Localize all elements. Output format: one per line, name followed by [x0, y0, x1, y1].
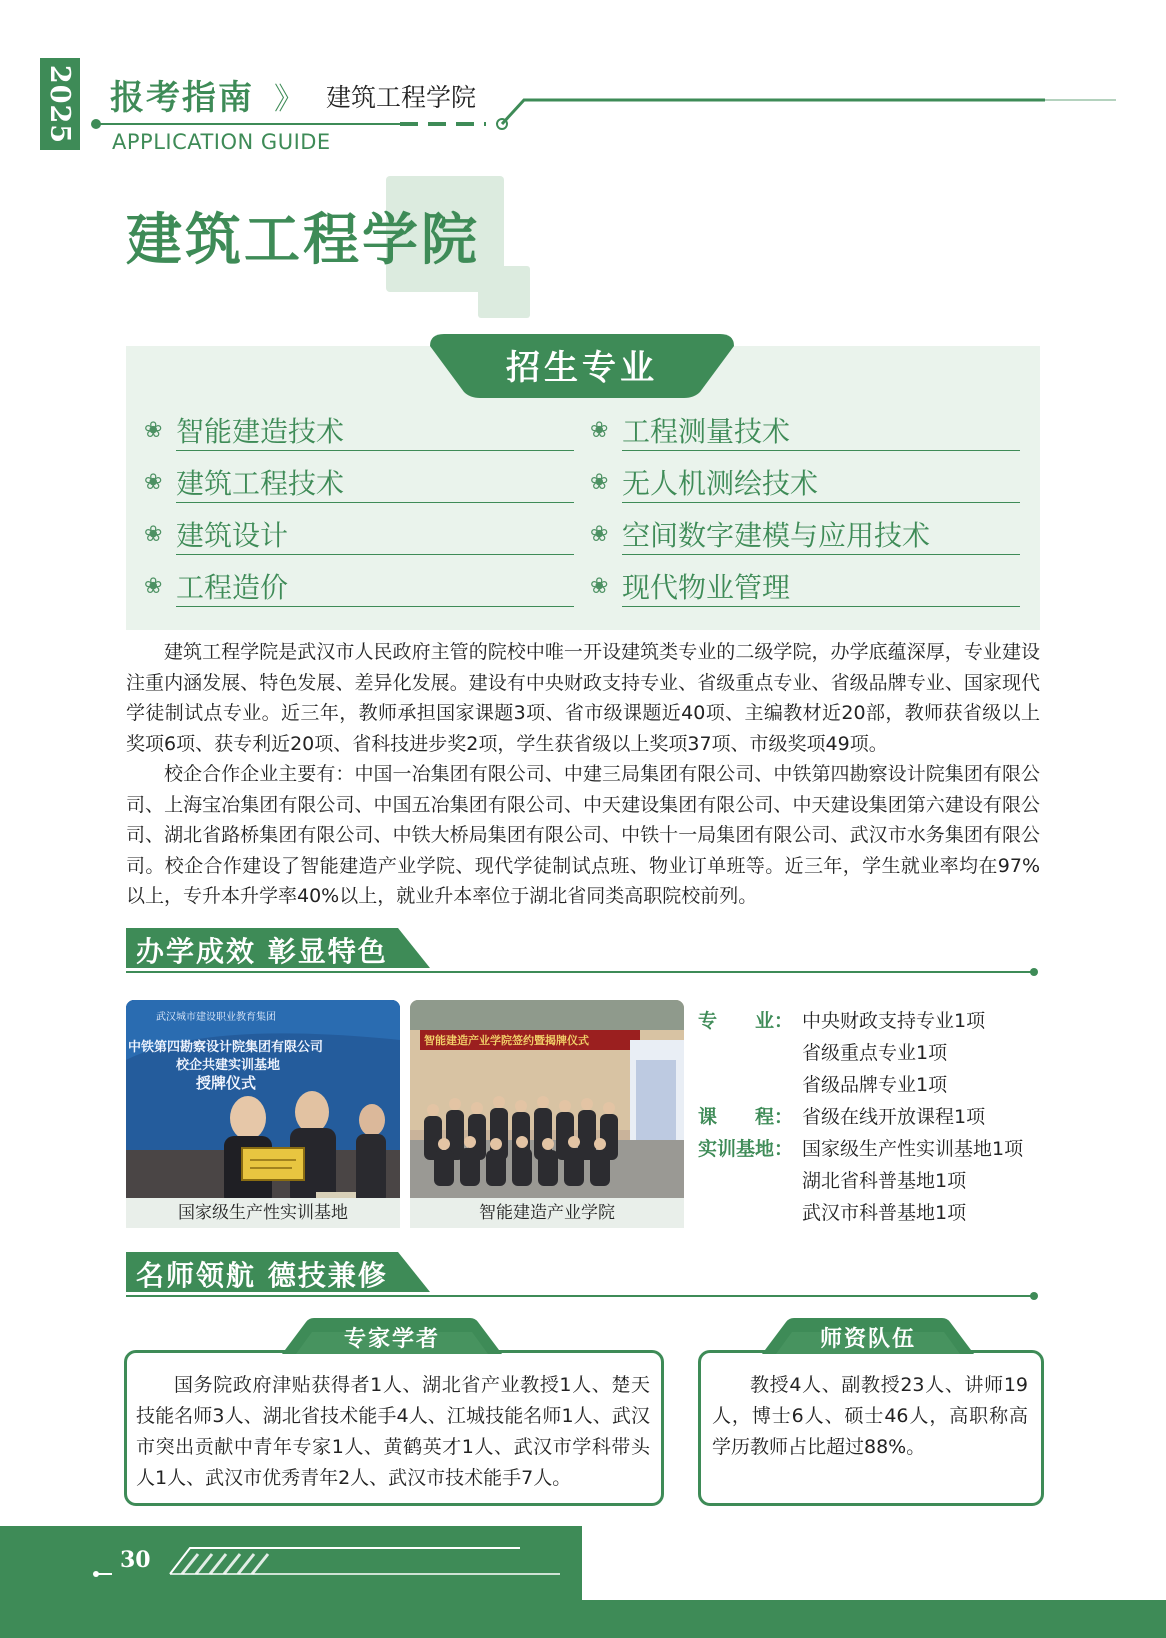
major-item — [144, 566, 574, 607]
faculty-text: 教授4人、副教授23人、讲师19人，博士6人、硕士46人，高职称高学历教师占比超过88%。 — [712, 1374, 1028, 1458]
flower-bullet-icon: ❀ — [590, 417, 609, 443]
banner-line-3: 授牌仪式 — [196, 1074, 257, 1092]
achievement-item: 武汉市科普基地1项 — [802, 1202, 967, 1224]
chevron-right-icon: 》 — [274, 82, 290, 117]
partners-paragraph: 校企合作企业主要有：中国一冶集团有限公司、中建三局集团有限公司、中铁第四勘察设计院集团有限公司、上海宝冶集团有限公司、中国五冶集团有限公司、中天建设集团有限公司、中天建设集团第六建设有限公司、湖北省路桥集团有限公司、中铁大桥局集团有限公司、中铁十一局集团有限公司、武汉市水务集团有限公司。校企合作建设了智能建造产业学院、现代学徒制试点班、物业订单班等。近三年，学生就业率均在97%以上，专升本升学率40%以上，就业升本率位于湖北省同类高职院校前列。 — [126, 763, 1040, 907]
ceremony-scene — [126, 1000, 400, 1228]
title-decoration-small — [478, 266, 530, 318]
major-item — [144, 410, 574, 451]
photo-caption: 国家级生产性实训基地 — [126, 1198, 400, 1228]
flower-bullet-icon: ❀ — [590, 521, 609, 547]
banner-line-2: 校企共建实训基地 — [176, 1058, 281, 1073]
guide-title: 报考指南 — [110, 78, 254, 118]
major-item — [590, 514, 1020, 555]
teachers-heading: 名师领航 德技兼修 — [136, 1259, 388, 1292]
major-item — [144, 462, 574, 503]
footer-band-right — [582, 1600, 1166, 1638]
intro-paragraph: 建筑工程学院是武汉市人民政府主管的院校中唯一开设建筑类专业的二级学院，办学底蕴深厚，专业建设注重内涵发展、特色发展、差异化发展。建设有中央财政支持专业、省级重点专业、省级品牌专业、国家现代学徒制试点专业。近三年，教师承担国家课题3项、省市级课题近40项、主编教材近20部，教师获省级以上奖项6项、获专利近20项、省科技进步奖2项，学生获省级以上奖项37项、市级奖项49项。 — [126, 641, 1040, 755]
results-heading: 办学成效 彰显特色 — [136, 935, 388, 968]
college-title: 建筑工程学院 — [126, 208, 480, 273]
flower-bullet-icon: ❀ — [144, 573, 163, 599]
banner-top-text: 智能建造产业学院签约暨揭牌仪式 — [424, 1034, 589, 1047]
achievement-item: 省级重点专业1项 — [802, 1042, 948, 1064]
year-label: 2025 — [44, 64, 76, 144]
achievement-item: 国家级生产性实训基地1项 — [802, 1138, 1024, 1160]
major-name: 智能建造技术 — [176, 415, 345, 448]
flower-bullet-icon: ❀ — [144, 417, 163, 443]
major-name: 建筑工程技术 — [176, 467, 345, 500]
flower-bullet-icon: ❀ — [144, 469, 163, 495]
achievement-label-course: 课 程： — [698, 1106, 794, 1128]
achievement-item: 中央财政支持专业1项 — [802, 1010, 986, 1032]
photo-industry-college — [410, 1000, 684, 1228]
majors-heading: 招生专业 — [506, 348, 658, 388]
achievement-label-major: 专 业： — [698, 1010, 794, 1032]
achievement-item: 湖北省科普基地1项 — [802, 1170, 967, 1192]
achievement-label-training-base: 实训基地： — [698, 1138, 794, 1160]
major-item — [144, 514, 574, 555]
header-lines — [0, 0, 1166, 160]
major-item — [590, 410, 1020, 451]
photo-caption: 智能建造产业学院 — [410, 1198, 684, 1228]
flower-bullet-icon: ❀ — [590, 469, 609, 495]
achievement-item: 省级品牌专业1项 — [802, 1074, 948, 1096]
banner-top-text: 武汉城市建设职业教育集团 — [156, 1012, 276, 1023]
major-name: 空间数字建模与应用技术 — [622, 519, 931, 552]
guide-subtitle: 建筑工程学院 — [326, 83, 477, 112]
guide-english-title: APPLICATION GUIDE — [112, 130, 331, 154]
experts-title: 专家学者 — [343, 1327, 440, 1352]
banner-line-1: 中铁第四勘察设计院集团有限公司 — [128, 1040, 324, 1055]
photo-training-base — [126, 1000, 400, 1228]
major-name: 建筑设计 — [176, 519, 289, 552]
flower-bullet-icon: ❀ — [144, 521, 163, 547]
footer-decoration — [0, 1526, 582, 1638]
major-name: 工程造价 — [176, 571, 289, 604]
flower-bullet-icon: ❀ — [590, 573, 609, 599]
achievement-item: 省级在线开放课程1项 — [802, 1106, 986, 1128]
major-name: 无人机测绘技术 — [622, 467, 819, 500]
major-item — [590, 462, 1020, 503]
major-name: 现代物业管理 — [622, 571, 791, 604]
page-number: 30 — [120, 1547, 151, 1573]
major-item — [590, 566, 1020, 607]
experts-text: 国务院政府津贴获得者1人、湖北省产业教授1人、楚天技能名师3人、湖北省技术能手4人、江城技能名师1人、武汉市突出贡献中青年专家1人、黄鹤英才1人、武汉市学科带头人1人、武汉市优秀青年2人、武汉市技术能手7人。 — [136, 1374, 650, 1489]
faculty-title: 师资队伍 — [819, 1327, 916, 1352]
major-name: 工程测量技术 — [622, 415, 791, 448]
